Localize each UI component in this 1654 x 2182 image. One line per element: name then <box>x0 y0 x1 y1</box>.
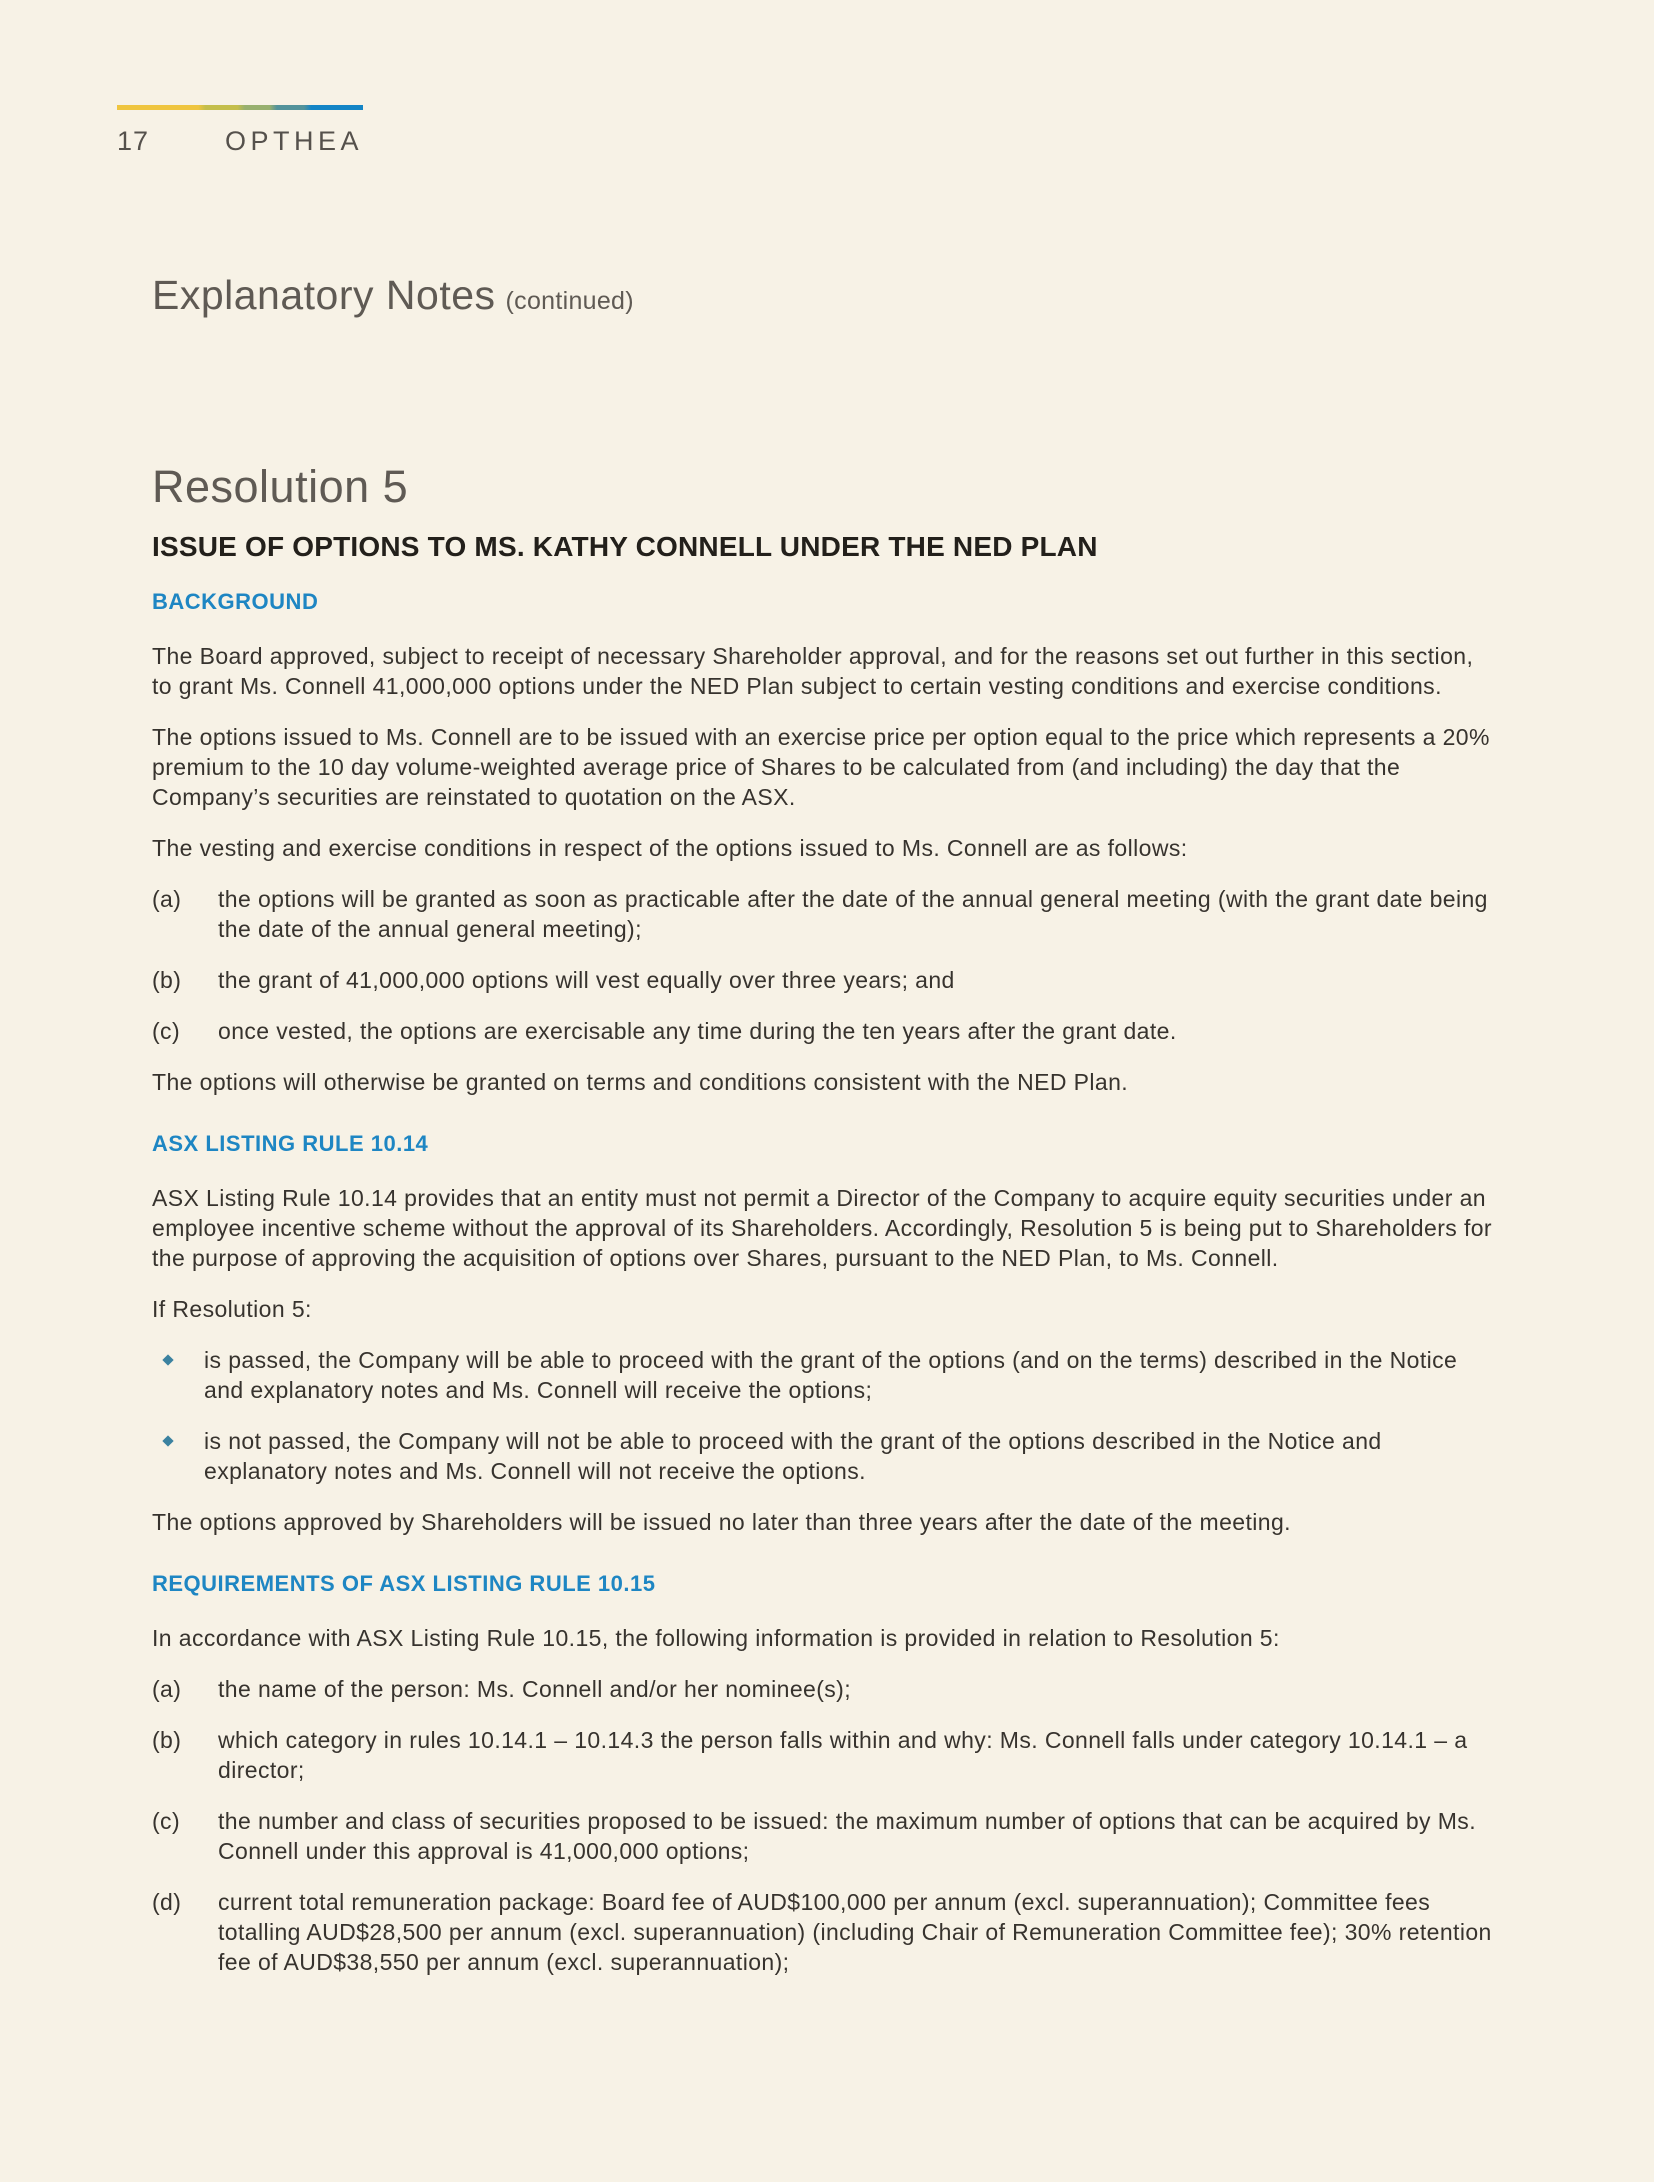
list-item-label: (c) <box>152 1808 181 1834</box>
resolution-subtitle: ISSUE OF OPTIONS TO MS. KATHY CONNELL UNDER THE NED PLAN <box>152 531 1098 562</box>
list-item-c <box>152 1016 1492 1046</box>
document-title-suffix: (continued) <box>505 287 634 315</box>
brand-logo: OPTHEA <box>224 126 363 156</box>
list-item-label: (b) <box>152 1727 182 1753</box>
list-item-text: the options will be granted as soon as practicable after the date of the annual general meeting (with the grant date being the date of the annual general meeting); <box>218 886 1488 942</box>
document-title-main: Explanatory Notes <box>152 272 496 318</box>
list-item-a <box>152 1674 1492 1704</box>
paragraph: The Board approved, subject to receipt of necessary Shareholder approval, and for the reasons set out further in this section, to grant Ms. Connell 41,000,000 options under the NED Plan subject to certain vesting conditions and exercise conditions. <box>152 643 1474 699</box>
content-column <box>152 272 1492 1998</box>
list-item-label: (d) <box>152 1889 182 1915</box>
list-item-d <box>152 1887 1492 1977</box>
list-item-text: which category in rules 10.14.1 – 10.14.3 the person falls within and why: Ms. Connell falls under category 10.14.1 – a director; <box>218 1727 1468 1783</box>
paragraph: The options issued to Ms. Connell are to be issued with an exercise price per option equal to the price which represents a 20% premium to the 10 day volume-weighted average price of Shares to be calculated from (and including) the day that the Company’s securities are reinstated to quotation on the ASX. <box>152 724 1490 810</box>
paragraph: The vesting and exercise conditions in respect of the options issued to Ms. Connell are as follows: <box>152 835 1188 861</box>
list-item-label: (a) <box>152 1676 182 1702</box>
list-item-label: (c) <box>152 1018 181 1044</box>
bullet-item-text: is not passed, the Company will not be able to proceed with the grant of the options described in the Notice and explanatory notes and Ms. Connell will not receive the options. <box>204 1428 1382 1484</box>
bullet-item-text: is passed, the Company will be able to proceed with the grant of the options (and on the terms) described in the Notice and explanatory notes and Ms. Connell will receive the options; <box>204 1347 1458 1403</box>
list-item-c <box>152 1806 1492 1866</box>
section-heading-asx-10-14: ASX LISTING RULE 10.14 <box>152 1131 429 1156</box>
paragraph: ASX Listing Rule 10.14 provides that an entity must not permit a Director of the Company to acquire equity securities under an employee incentive scheme without the approval of its Shareholders. Accordingly, Resolution 5 is being put to Shareholders for the purpose of approving the acquisition of options over Shares, pursuant to the NED Plan, to Ms. Connell. <box>152 1185 1492 1271</box>
list-item-text: the name of the person: Ms. Connell and/or her nominee(s); <box>218 1676 852 1702</box>
page-number: 17 <box>117 126 150 156</box>
list-item-text: the grant of 41,000,000 options will vest equally over three years; and <box>218 967 955 993</box>
header-row <box>117 126 363 157</box>
section-heading-asx-10-15: REQUIREMENTS OF ASX LISTING RULE 10.15 <box>152 1571 656 1596</box>
resolution-heading: Resolution 5 <box>152 461 409 512</box>
bullet-item <box>152 1426 1492 1486</box>
list-item-text: current total remuneration package: Board fee of AUD$100,000 per annum (excl. superannuation); Committee fees totalling AUD$28,500 per annum (excl. superannuation) (including Chair of Remuneration Committee fee); 30% retention fee of AUD$38,550 per annum (excl. superannuation); <box>218 1889 1492 1975</box>
list-item-b <box>152 1725 1492 1785</box>
list-item-a <box>152 884 1492 944</box>
bullet-item <box>152 1345 1492 1405</box>
paragraph: The options will otherwise be granted on terms and conditions consistent with the NED Plan. <box>152 1069 1129 1095</box>
paragraph: In accordance with ASX Listing Rule 10.15, the following information is provided in relation to Resolution 5: <box>152 1625 1280 1651</box>
diamond-bullet-icon <box>162 1435 173 1446</box>
paragraph: The options approved by Shareholders will be issued no later than three years after the date of the meeting. <box>152 1509 1291 1535</box>
section-heading-background: BACKGROUND <box>152 589 319 614</box>
diamond-bullet-icon <box>162 1354 173 1365</box>
brand-gradient-line <box>117 105 363 110</box>
page-header <box>117 105 363 157</box>
list-item-text: once vested, the options are exercisable any time during the ten years after the grant date. <box>218 1018 1177 1044</box>
document-title <box>152 272 1492 319</box>
list-item-text: the number and class of securities proposed to be issued: the maximum number of options that can be acquired by Ms. Connell under this approval is 41,000,000 options; <box>218 1808 1476 1864</box>
paragraph: If Resolution 5: <box>152 1296 312 1322</box>
list-item-label: (a) <box>152 886 182 912</box>
list-item-label: (b) <box>152 967 182 993</box>
list-item-b <box>152 965 1492 995</box>
